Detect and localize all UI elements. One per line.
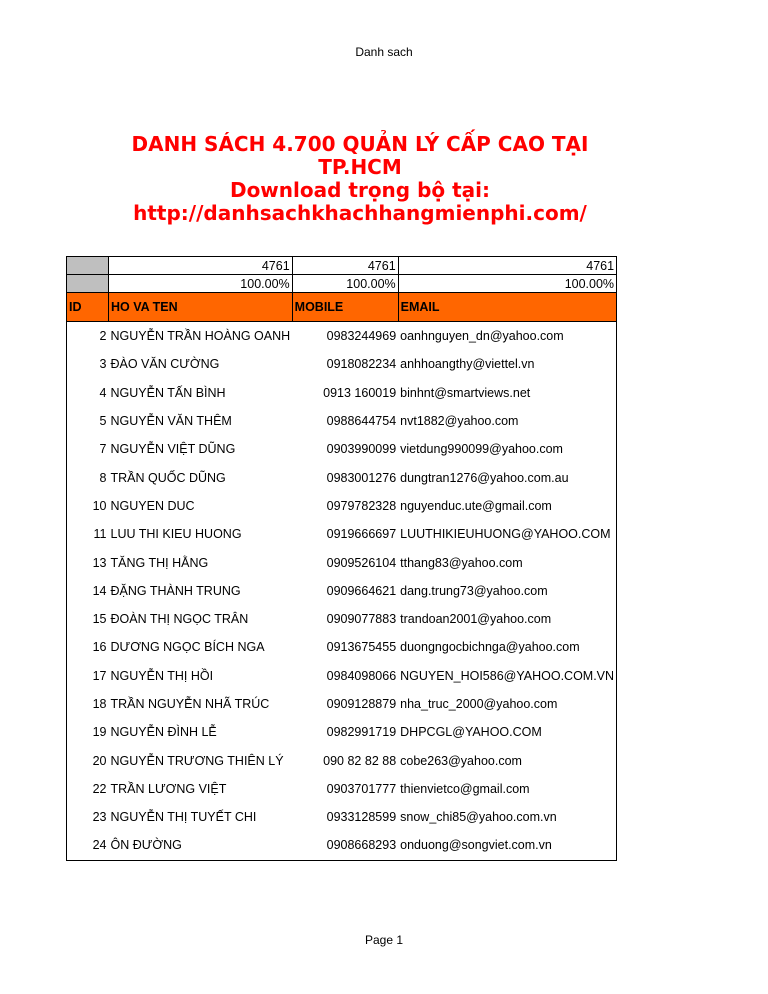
name-cell[interactable]: TRẦN LƯƠNG VIỆT xyxy=(110,781,227,796)
email-cell[interactable]: anhhoangthy@viettel.vn xyxy=(398,350,616,378)
name-cell[interactable]: NGUYỄN ĐÌNH LỄ xyxy=(110,725,217,740)
email-cell[interactable]: LUUTHIKIEUHUONG@YAHOO.COM xyxy=(398,520,616,548)
email-cell[interactable]: oanhnguyen_dn@yahoo.com xyxy=(398,322,616,351)
title-link[interactable]: http://danhsachkhachhangmienphi.com/ xyxy=(133,201,587,225)
name-cell[interactable]: NGUYỄN THỊ TUYẾT CHI xyxy=(110,810,257,825)
table-row xyxy=(67,548,617,576)
title-line-3: Download trọng bộ tại: xyxy=(229,178,491,202)
page-footer: Page 1 xyxy=(364,933,404,947)
mobile-cell[interactable]: 0913675455 xyxy=(326,640,397,655)
name-cell[interactable]: NGUYỄN THỊ HỒI xyxy=(110,668,214,683)
mobile-cell[interactable]: 0988644754 xyxy=(326,414,397,429)
email-cell[interactable]: vietdung990099@yahoo.com xyxy=(398,435,616,463)
mobile-cell[interactable]: 0979782328 xyxy=(326,498,397,513)
name-cell[interactable]: ĐÀO VĂN CƯỜNG xyxy=(110,357,220,372)
column-header-id[interactable]: ID xyxy=(67,293,109,322)
id-cell[interactable]: 10 xyxy=(67,492,109,520)
mobile-cell[interactable]: 0909077883 xyxy=(326,612,397,627)
email-cell[interactable]: nha_truc_2000@yahoo.com xyxy=(398,690,616,718)
name-cell[interactable]: TĂNG THỊ HẰNG xyxy=(110,555,209,570)
id-cell[interactable]: 18 xyxy=(67,690,109,718)
table-row xyxy=(67,463,617,491)
mobile-cell[interactable]: 0933128599 xyxy=(326,810,397,825)
summary-count-row xyxy=(67,257,617,275)
table-row xyxy=(67,350,617,378)
title-line-2: TP.HCM xyxy=(318,155,402,179)
name-cell[interactable]: TRẦN QUỐC DŨNG xyxy=(110,470,226,485)
mobile-cell[interactable]: 0913 160019 xyxy=(323,385,397,400)
page-header: Danh sach xyxy=(355,45,413,59)
pct-email-cell[interactable]: 100.00% xyxy=(398,275,616,293)
email-cell[interactable]: tthang83@yahoo.com xyxy=(398,548,616,576)
id-cell[interactable]: 4 xyxy=(67,379,109,407)
email-cell[interactable]: NGUYEN_HOI586@YAHOO.COM.VN xyxy=(398,662,616,690)
name-cell[interactable]: ÔN ĐƯỜNG xyxy=(109,831,293,860)
column-header-row xyxy=(67,293,617,322)
name-cell[interactable]: NGUYỄN TẤN BÌNH xyxy=(110,385,226,400)
mobile-cell[interactable]: 0983001276 xyxy=(326,470,397,485)
id-cell[interactable]: 17 xyxy=(67,662,109,690)
id-cell[interactable]: 14 xyxy=(67,577,109,605)
table-row xyxy=(67,718,617,746)
table-row xyxy=(67,690,617,718)
table-row xyxy=(67,803,617,831)
id-cell[interactable]: 7 xyxy=(67,435,109,463)
name-cell[interactable]: NGUYỄN TRẦN HOÀNG OANH xyxy=(110,329,291,344)
mobile-cell[interactable]: 0903701777 xyxy=(326,781,397,796)
email-cell[interactable]: binhnt@smartviews.net xyxy=(398,379,616,407)
count-email-cell[interactable]: 4761 xyxy=(398,257,616,275)
count-mobile-cell[interactable]: 4761 xyxy=(292,257,398,275)
email-cell[interactable]: dang.trung73@yahoo.com xyxy=(398,577,616,605)
name-cell[interactable]: NGUYỄN VIỆT DŨNG xyxy=(110,442,236,457)
summary-blank-cell xyxy=(67,275,109,293)
mobile-cell[interactable]: 0903990099 xyxy=(326,442,397,457)
name-cell[interactable]: LUU THI KIEU HUONG xyxy=(110,527,242,542)
id-cell[interactable]: 3 xyxy=(67,350,109,378)
id-cell[interactable]: 8 xyxy=(67,463,109,491)
table-row xyxy=(67,662,617,690)
id-cell[interactable]: 16 xyxy=(67,633,109,661)
table-row xyxy=(67,605,617,633)
table-row xyxy=(67,322,617,351)
name-cell[interactable]: NGUYỄN VĂN THÊM xyxy=(110,414,232,429)
mobile-cell[interactable]: 090 82 82 88 xyxy=(323,753,397,768)
id-cell[interactable]: 11 xyxy=(67,520,109,548)
table-row xyxy=(67,407,617,435)
count-name-cell[interactable]: 4761 xyxy=(109,257,293,275)
id-cell[interactable]: 5 xyxy=(67,407,109,435)
mobile-cell[interactable]: 0909664621 xyxy=(326,583,397,598)
summary-blank-cell xyxy=(67,257,109,275)
email-cell[interactable]: trandoan2001@yahoo.com xyxy=(398,605,616,633)
id-cell[interactable]: 20 xyxy=(67,746,109,774)
name-cell[interactable]: TRẦN NGUYỄN NHÃ TRÚC xyxy=(110,697,270,711)
document-title xyxy=(120,133,600,225)
id-cell[interactable]: 15 xyxy=(67,605,109,633)
email-cell[interactable]: nguyenduc.ute@gmail.com xyxy=(398,492,616,520)
name-cell[interactable]: NGUYEN DUC xyxy=(110,498,195,513)
name-cell[interactable]: NGUYỄN TRƯƠNG THIÊN LÝ xyxy=(110,753,284,768)
title-line-1: DANH SÁCH 4.700 QUẢN LÝ CẤP CAO TẠI xyxy=(131,132,589,156)
table-row xyxy=(67,379,617,407)
table-row xyxy=(67,577,617,605)
id-cell[interactable]: 2 xyxy=(67,322,109,351)
contact-table xyxy=(66,256,617,861)
name-cell[interactable]: ĐOÀN THỊ NGỌC TRÂN xyxy=(110,612,249,627)
mobile-cell[interactable]: 0908668293 xyxy=(292,831,398,860)
mobile-cell[interactable]: 0983244969 xyxy=(326,329,397,344)
table-row xyxy=(67,831,617,860)
table-row xyxy=(67,633,617,661)
table-row xyxy=(67,435,617,463)
pct-mobile-cell[interactable]: 100.00% xyxy=(292,275,398,293)
email-cell[interactable]: cobe263@yahoo.com xyxy=(398,746,616,774)
email-cell[interactable]: onduong@songviet.com.vn xyxy=(398,831,616,860)
mobile-cell[interactable]: 0919666697 xyxy=(326,527,397,542)
table-row xyxy=(67,746,617,774)
email-cell[interactable]: dungtran1276@yahoo.com.au xyxy=(398,463,616,491)
mobile-cell[interactable]: 0909526104 xyxy=(326,555,397,570)
email-cell[interactable]: DHPCGL@YAHOO.COM xyxy=(398,718,616,746)
column-header-mobile[interactable]: MOBILE xyxy=(292,293,398,322)
email-cell[interactable]: duongngocbichnga@yahoo.com xyxy=(398,633,616,661)
summary-percent-row xyxy=(67,275,617,293)
mobile-cell[interactable]: 0909128879 xyxy=(326,697,397,711)
mobile-cell[interactable]: 0984098066 xyxy=(326,668,397,683)
email-cell[interactable]: nvt1882@yahoo.com xyxy=(398,407,616,435)
id-cell[interactable]: 24 xyxy=(67,831,109,860)
mobile-cell[interactable]: 0918082234 xyxy=(326,357,397,372)
email-cell[interactable]: snow_chi85@yahoo.com.vn xyxy=(398,803,616,831)
id-cell[interactable]: 13 xyxy=(67,548,109,576)
table-row xyxy=(67,775,617,803)
table-row xyxy=(67,492,617,520)
name-cell[interactable]: DƯƠNG NGỌC BÍCH NGA xyxy=(110,640,265,655)
table-row xyxy=(67,520,617,548)
column-header-name[interactable]: HO VA TEN xyxy=(109,293,293,322)
id-cell[interactable]: 19 xyxy=(67,718,109,746)
pct-name-cell[interactable]: 100.00% xyxy=(109,275,293,293)
id-cell[interactable]: 22 xyxy=(67,775,109,803)
id-cell[interactable]: 23 xyxy=(67,803,109,831)
column-header-email[interactable]: EMAIL xyxy=(398,293,616,322)
name-cell[interactable]: ĐẶNG THÀNH TRUNG xyxy=(110,583,241,598)
email-cell[interactable]: thienvietco@gmail.com xyxy=(398,775,616,803)
mobile-cell[interactable]: 0982991719 xyxy=(326,725,397,740)
